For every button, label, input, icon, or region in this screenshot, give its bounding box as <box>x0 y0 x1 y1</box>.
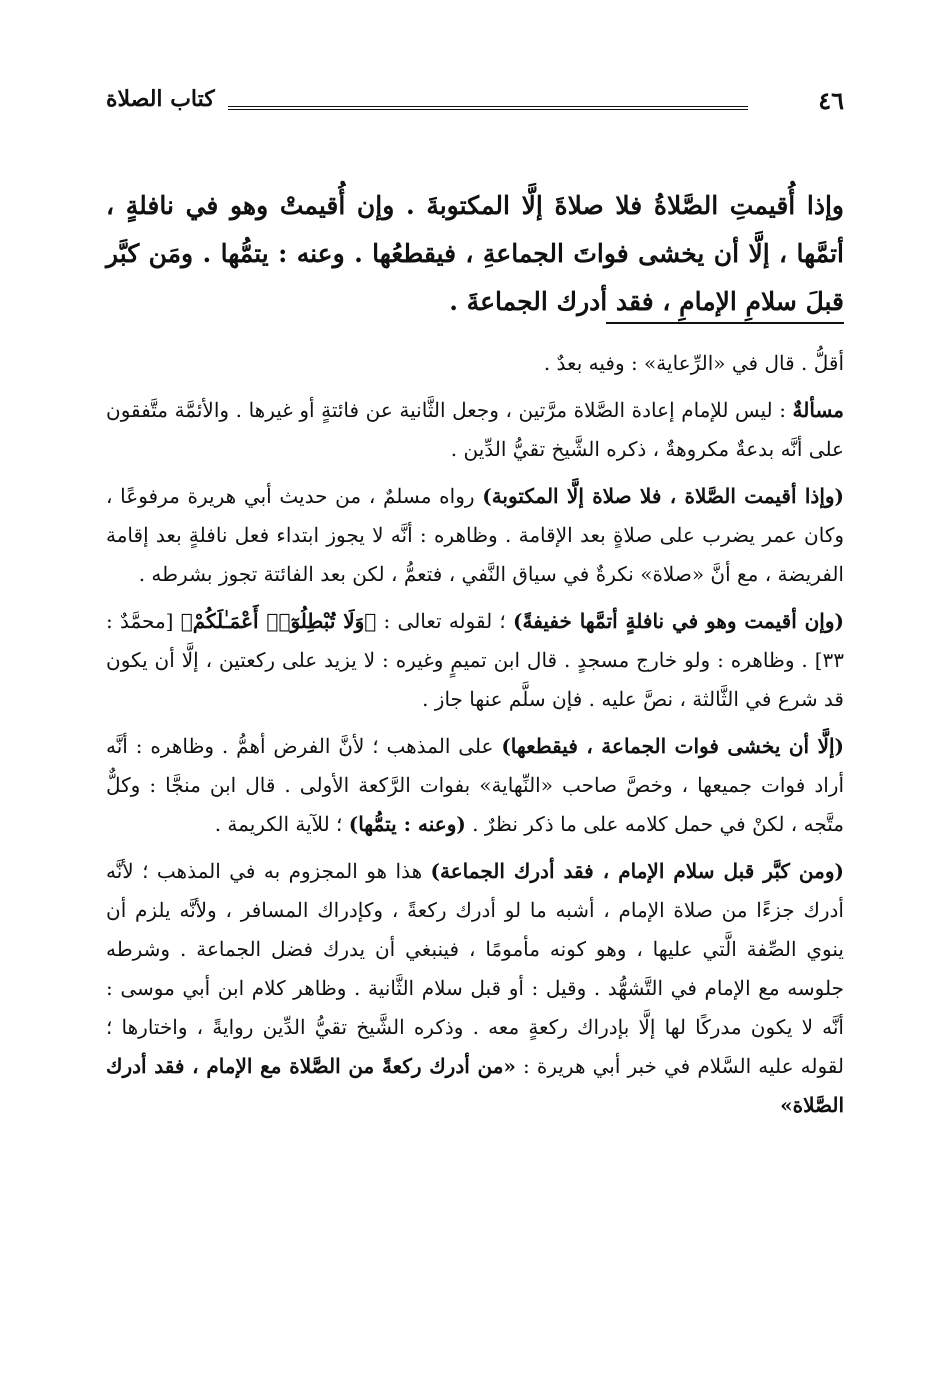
paragraph-text: هذا هو المجزوم به في المذهب ؛ لأنَّه أدرك جزءًا من صلاة الإمام ، أشبه ما لو أدرك ركعةً ، وكإدراك المسافر ، ولأنَّه يلزم أن ينوي الصِّفة الَّتي عليها ، وهو كونه مأمومًا ، فينبغي أن يدرك فضل الجماعة . وشرطه جلوسه مع الإمام في التَّشهُّد . وقيل : أو قبل سلام الثَّانية . وظاهر كلام ابن أبي موسى : أنَّه لا يكون مدركًا لها إلَّا بإدراك ركعةٍ معه . وذكره الشَّيخ تقيُّ الدِّين روايةً ، واختارها ؛ لقوله عليه السَّلام في خبر أبي هريرة : <box>106 859 844 1078</box>
paragraph-lead: (وإذا أقيمت الصَّلاة ، فلا صلاة إلَّا المكتوبة) <box>482 484 844 508</box>
commentary-paragraph-1 <box>106 344 844 383</box>
paragraph-lead: مسألةٌ <box>792 398 844 422</box>
paragraph-lead-secondary: (وعنه : يتمُّها) <box>348 812 466 836</box>
hadith-quote: «من أدرك ركعةً من الصَّلاة مع الإمام ، فقد أدرك الصَّلاة» <box>106 1054 844 1117</box>
matn-text: وإذا أُقيمتِ الصَّلاةُ فلا صلاةَ إلَّا المكتوبةَ . وإن أُقيمتْ وهو في نافلةٍ ، أتمَّها ، إلَّا أن يخشى فواتَ الجماعةِ ، فيقطعُها . وعنه : يتمُّها . ومَن كبَّر قبلَ سلامِ الإمامِ ، فقد أدرك الجماعةَ . <box>106 191 844 316</box>
commentary-paragraph-5 <box>106 727 844 844</box>
paragraph-text: [محمَّدٌ : ٣٣] . وظاهره : ولو خارج مسجدٍ . قال ابن تميمٍ وغيره : لا يزيد على ركعتين ، إلَّا أن يكون قد شرع في الثَّالثة ، نصَّ عليه . فإن سلَّم عنها جاز . <box>106 609 844 711</box>
commentary-paragraph-6 <box>106 852 844 1125</box>
quran-verse: ﴿وَلَا تُبْطِلُوٓا۟ أَعْمَـٰلَكُمْ﴾ <box>180 609 377 633</box>
paragraph-text: ؛ للآية الكريمة . <box>214 812 349 836</box>
footnote-separator <box>606 322 844 324</box>
commentary-paragraph-3 <box>106 477 844 594</box>
paragraph-text: ؛ لقوله تعالى : <box>376 609 514 633</box>
running-title: كتاب الصلاة <box>106 86 215 112</box>
paragraph-text: أقلُّ . قال في «الرِّعاية» : وفيه بعدٌ . <box>543 351 844 375</box>
paragraph-lead: (إلَّا أن يخشى فوات الجماعة ، فيقطعها) <box>501 734 844 758</box>
paragraph-text: على المذهب ؛ لأنَّ الفرض أهمُّ . وظاهره : أنَّه أراد فوات جميعها ، وخصَّ صاحب «النِّهاية» بفوات الرَّكعة الأولى . قال ابن منجَّا : وكلٌّ متَّجه ، لكنْ في حمل كلامه على ما ذكر نظرٌ . <box>106 734 844 836</box>
commentary <box>106 344 844 1133</box>
page-number: ٤٦ <box>818 86 844 115</box>
paragraph-text: رواه مسلمٌ ، من حديث أبي هريرة مرفوعًا ، وكان عمر يضرب على صلاةٍ بعد الإقامة . وظاهره : أنَّه لا يجوز ابتداء فعل نافلةٍ بعد إقامة الفريضة ، مع أنَّ «صلاة» نكرةٌ في سياق النَّفي ، فتعمُّ ، لكن بعد الفائتة تجوز بشرطه . <box>106 484 844 586</box>
commentary-paragraph-2 <box>106 391 844 469</box>
paragraph-lead: (وإن أقيمت وهو في نافلةٍ أتمَّها خفيفةً) <box>513 609 844 633</box>
page-header <box>106 86 844 126</box>
paragraph-text: : ليس للإمام إعادة الصَّلاة مرَّتين ، وجعل الثَّانية عن فائتةٍ أو غيرها . والأئمَّة متَّفقون على أنَّه بدعةٌ مكروهةٌ ، ذكره الشَّيخ تقيُّ الدِّين . <box>106 398 844 461</box>
header-rule <box>228 106 748 110</box>
commentary-paragraph-4 <box>106 602 844 719</box>
paragraph-lead: (ومن كبَّر قبل سلام الإمام ، فقد أدرك الجماعة) <box>430 859 844 883</box>
